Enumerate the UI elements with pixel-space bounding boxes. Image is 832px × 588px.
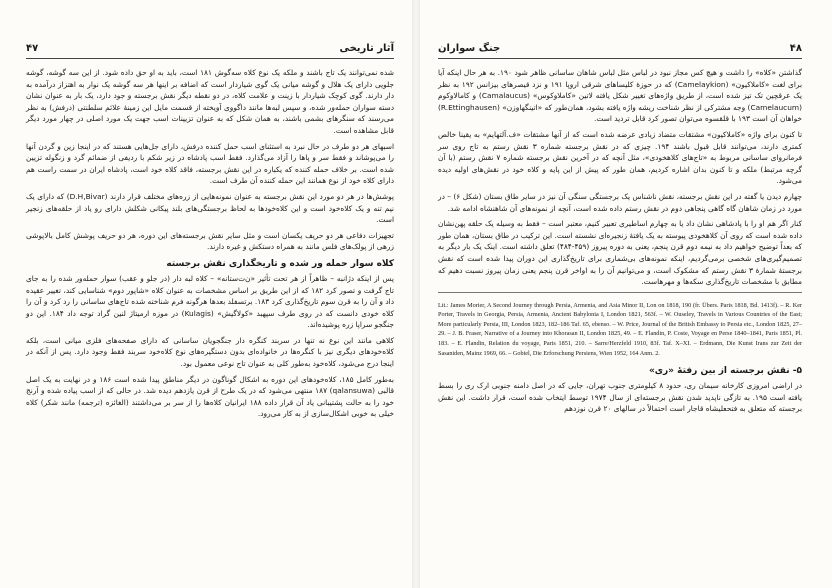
references-divider [438,292,802,293]
left-page [0,0,414,588]
right-paragraph-3: چهارم دیدن یا گفته در این نقش برجسته، نقش ناشناس یک برجستگی سنگی آن نیز در سایر طاق بستان (شکل ۶) – در مورد در زمان شاهان گاه گاهی پنجاهی دوم در نقش رستم داده شده است، آنچه از نمونه‌های آن شاهنشاه ادامه شد. [438,191,802,213]
left-paragraph-1: شده نمی‌توانند یک تاج باشند و ملکه یک نوع کلاه سه‌گوش ۱۸۱ است، باید به او حق داده شود. از این سه گوشه، گوشه جلویی دارای یک هلال و گوشه میانی یک گوی شیاردار است که اضافه بر اینها هر سه گوشه یک نوار به اهتزاز درآمده به دار دارند. گوی کوچک شیاردار با زینت و علامت کلاه، در دو نقطه دیگر نقش برجسته و جود دارد، یک بار به عنوان نشان دسته سواران حمله‌ور شده، و سپس لبه‌ها مانند داگووی آویخته از قسمت مایل این زمینهٔ علائم سلطنتی (درفش) به نظر می‌رسند که سنگرهای بشمی باشند، به همان شکل که به عنوان تزیینات اسب جهت یک مورد اصلی در چهار مورد دیگر قابل مشاهده است. [26,68,394,135]
references-block: Lit.: James Morier, A Second Journey through Persia, Armenia, and Asia Minor II, Lon on 1818, 190 (fr. Übers. Paris 1818, Bd. 1413f). – R. Ker Porter, Travels in Georgia, Persia, Armenia, Ancient Babylonia I, London 1821, 563f. – W. Ouseley, Travels in Various Countries of the East; More particularly Persia, III, London 1823, 182–186 Taf. 65, ebenso. – W. Price, Journal of the British Embassy to Persia etc., London 1825, 27–29. – J. B. Fraser, Narrative of a Journey into Khorasan II, London 1825, 49. – E. Flandin, P. Coste, Voyage en Perse 1840–1841, Paris 1851, Pl. 183. – E. Flandin, Relation du voyage, Paris 1851, 210. – Sarre/Herzfeld 1910, 83f. Taf. X–XI. – Erdmann, Die Kunst Irans zur Zeit der Sasaniden, Mainz 1969, 66. – Gobiel, Die Erforschung Persiens, Wien 1952, 164 Anm. 2. [438,301,802,357]
right-section-paragraph-1: در اراضی امروزی کارخانه سیمان ری، حدود ۸ کیلومتری جنوب تهران، جایی که در اصل دامنه جنوبی ارک ری را بسط یافته است ۱۹۵. به تازگی ناپدید شدن نقش برجسته‌ای از سال ۱۹۷۴ توسط ایتخاب شده است، قرار داشت. این نقش برجسته که متعلق به فتحعلیشاه قاجار است احتمالاً در سالهای ۲۰ قرن نوزدهم [438,381,803,414]
left-section-heading: کلاه سوار حمله ور شده و تاریخگذاری نقش برجسته [166,258,394,269]
left-page-number: ۴۷ [26,42,39,54]
left-section-paragraph-1: پس از اینکه دژانبه – ظاهراً از هر تحت تأثیر «ن‌ت‌ستانه» – کلاه لبه دار (در جلو و عقب) سوار حمله‌ور شده را به جای تاج گرفت و تصور کرد ۱۸۲ که از این طریق بر اساس مشخصات به عنوان کلاه «شاپور دوم» شناسایی کند، تغییر عقیده داد و آن را به قرن سوم تاریخ‌گذاری کرد ۱۸۳. برتسفلد بعدها هرگونه فرم شناخته شده تاج‌های ساسانی را رد کرد و آن را کلاه خودی دانست که در روی طرف سپهبد «کولاگیش» (Kulagis) در موزه ارمیتاژ لنین گراد توجه داد ۱۸۴. این دو جنگجو سراپا زره پوشیده‌اند. [26,273,394,330]
right-paragraph-2: تا کنون برای واژه «کاملاکیون» مشتقات متضاد زیادی عرضه شده است که از آنها مشتقات «ف.آلتهایم» به یقینا خالص کمتری دارند، می‌توانند قابل قبول باشند ۱۹۴. چیزی که در نقش برجسته شماره ۳ نقش رستم به تاج روی سر فرمانروای ساسانی مربوط به «تاج‌های کلاهخودی»، مثل آنچه که در آخرین نقش برجسته شماره ۷ نقش رستم (با آن گرچه مرتبط) ملکه و تا کنون بدان اشاره کردیم، همان طور که پیش از این پایه و کلاه خود در نقش‌های اولیه دیده می‌شود. [438,129,803,186]
left-paragraph-2: اسبهای هر دو طرف در حال نبرد به استثنای اسب حمل کننده درفش، دارای جل‌هایی هستند که در اینجا زین و گردن آنها را می‌پوشاند و فقط سر و پاها را آزاد می‌گذارد. فقط اسب پادشاه در زیر شکم با ردیفی از ضمائم گرد و زنگوله تزیین شده است. بر خلاف حمله کننده که یکباره در این نقش برجسته، فاقد کلاه خود است، پادشاه ایران در سمت راست هم دارای کلاه خود از نوع همانند این حمله کننده آن طرف است. [26,141,394,186]
left-paragraph-3: پوشش‌ها در هر دو مورد این نقش برجسته به عنوان نمونه‌هایی از زره‌های مختلف قرار دارند (D.H,Bivar) که دارای یک نیم تنه و یک کلاه‌خود است و این کلاه‌خودها به لحاظ برجستگی‌های بلند پیکانی شکلش دارای رو یاد از حلقه‌های زنجیر است. [26,191,394,225]
right-page-number: ۴۸ [789,42,802,54]
left-running-head: آثار تاریخی [339,42,394,54]
right-running-head: جنگ سواران [438,42,501,54]
right-paragraph-1: گذاشتن «کلاه» را داشت و هیچ کس مجاز نبود در لباس مثل لباس شاهان ساسانی ظاهر شود ۱۹۰. به هر حال اینکه آیا برای لغت «کاملاکیون» (Camelaykion) که در حوزهٔ کلیساهای شرقی اروپا ۱۹۱ و نزد قیصرهای بیزانس ۱۹۲ به نظر یک عرقچین تک تیز شده است، از طریق واژه‌های تغییر شکل یافته لاتین «کاملاوکوس» (Camalaucus) و کامالاوکوم (Camelaucum) وجه مشترکی از نظر شناخت ریشه واژه یافته بشود، همان‌طور که «اتینگهاوزن» (R.Ettinghausen) خواهان آن است ۱۹۳ با قلقسوه می‌توان تصور کرد قابل تردید است. [438,68,803,124]
left-section-paragraph-3: به‌طور کامل ۱۸۵، کلاه‌خودهای این دوره به اشکال گوناگون در دیگر مناطق پیدا شده است ۱۸۶ و در نهایت به یک اصل قالبی (qalansuwa) ۱۸۷ منتهی می‌شود که در یک طرح از قرن یازدهم دیده شد. در حالی که از اسب پیاده شده و آرنج خود را به حالت پشتیبانی یاد آن قرار داده ۱۸۸ ایرانیان کلاه‌ها را از سر بر می‌داشتند (الغائزه (ترجمه) مانند شکر) کلاه خیلی به خوبی اشکال‌سازی از به کار می‌رود. [26,374,395,419]
left-page-header [26,40,394,59]
right-section-heading: ۵- نقش برجسته از بین رفتهٔ «ری» [648,366,802,377]
left-section-paragraph-2: کلاهی مانند این نوع نه تنها در سربند کنگره دار جنگجویان ساسانی که دارای صفحه‌های فلزی میانی است، بلکه کلاه‌خودهای دیگری نیز با کنگره‌ها در خانواده‌ای بدون دستگیره‌های نوع کلاه‌خود سربند فقط وجود دارد. پس از آنکه در اینجا درج می‌شود، کلاه‌خود به‌طور کلی به عنوان تاج نوعی معمول بود. [26,335,394,369]
right-page-header [438,40,802,59]
right-paragraph-4: کنار اگر هم او را با پادشاهی نشان داد یا به چهارم اساطیری تعبیر کنیم، معتبر است – فقط به وسیله یک حلقه پهن‌نشان داده شده است که روی آن کلاهخودی پیوسته به یک یافتهٔ زنجیره‌ای نشسته است. این ترکیب در طاق بستان، همان طور که بعداً توضیح خواهیم داد به نیمه دوم قرن پنجم، یعنی به دوره پیروز (۴۵۹-۴۸۴) تعلق داشته است. اینک یک بار دیگر به تصمیم‌گیری‌های شخصی برمی‌گردیم، اینکه نمونه‌های بی‌شماری برای تاریخ‌گذاری این دوران پیدا شده است که نقش برجستهٔ شمارهٔ ۳ نقش رستم که مشکوک است، و می‌توانیم آن را به اواخر قرن پنجم یعنی زمان پیروز نسبت دهیم که مطابق با مشخصات تاریخ‌گذاری سکه‌ها و مهرهاست. [438,219,802,287]
left-paragraph-4: تجهیزات دفاعی هر دو حریف یکسان است و مثل سایر نقش برجسته‌های این دوره، هر دو حریف پوشش کامل بالاپوشی زرهی از پولک‌های فلس مانند به همراه دستکش و غیره دارند. [26,230,394,252]
right-page [418,0,832,588]
